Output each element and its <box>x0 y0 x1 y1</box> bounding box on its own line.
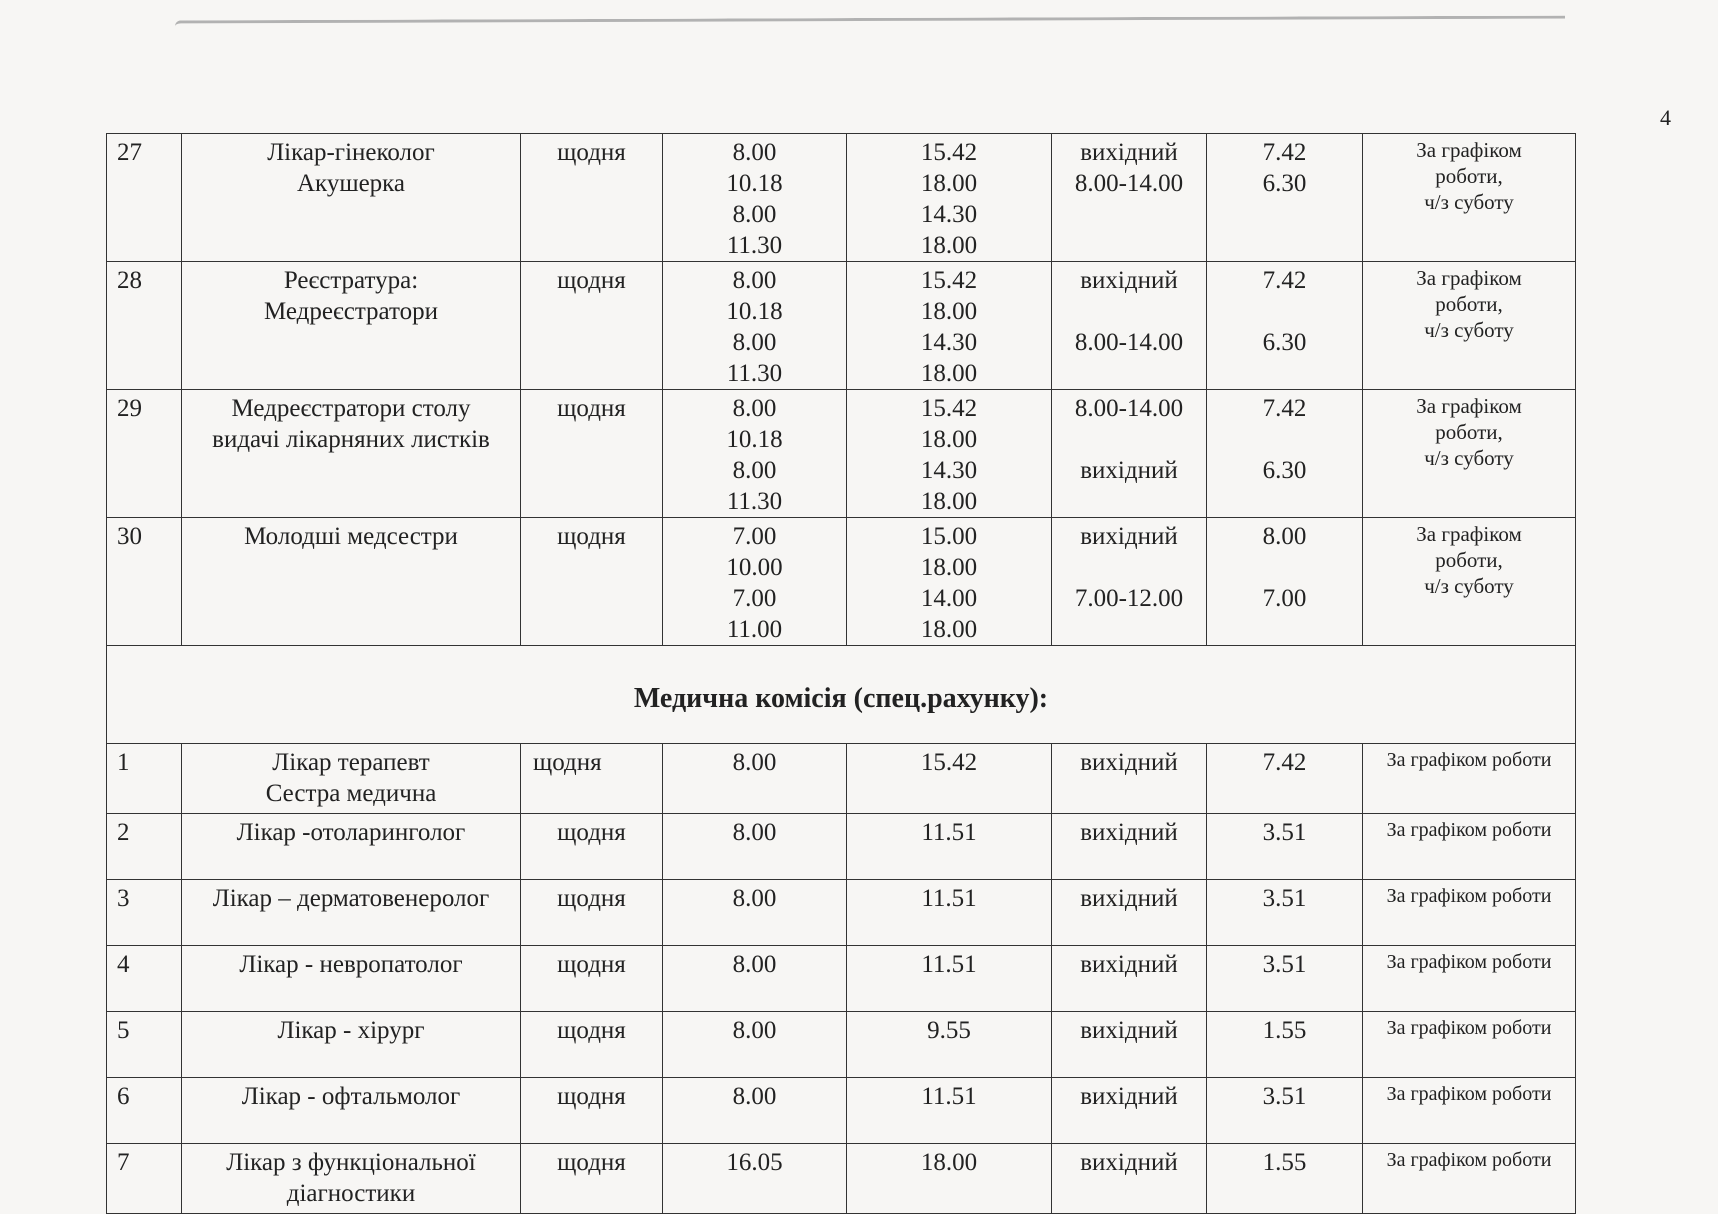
position-name-line <box>186 914 516 945</box>
position-name-line: діагностики <box>286 1180 416 1207</box>
page-number: 4 <box>1660 105 1671 130</box>
hours-line: 7.00 <box>1262 585 1307 612</box>
position-name-line: Медреєстратори <box>264 298 438 325</box>
start-time-line: 8.00 <box>732 329 777 356</box>
frequency: щодня <box>521 262 663 390</box>
table-row <box>107 390 1576 518</box>
start-time-line: 11.30 <box>726 232 783 259</box>
end-time-line: 14.30 <box>920 329 978 356</box>
schedule-note-line: За графіком <box>1416 266 1522 290</box>
start-time: 16.05 <box>663 1144 847 1214</box>
frequency: щодня <box>521 518 663 646</box>
hours: 3.51 <box>1207 880 1363 946</box>
table-row <box>107 880 1576 946</box>
start-time-line: 7.00 <box>732 585 777 612</box>
position-name <box>182 880 521 946</box>
hours-line: 7.42 <box>1262 267 1307 294</box>
end-time-line: 14.30 <box>920 457 978 484</box>
hours: 3.51 <box>1207 814 1363 880</box>
schedule-note-line: За графіком <box>1416 522 1522 546</box>
row-number: 5 <box>107 1012 182 1078</box>
end-time: 11.51 <box>847 880 1052 946</box>
schedule-note-line: ч/з суботу <box>1424 574 1514 598</box>
schedule-note: За графіком роботи <box>1363 1144 1576 1214</box>
section-header-row <box>107 646 1576 744</box>
position-name-line: Лікар - невропатолог <box>239 951 463 978</box>
end-time-line: 18.00 <box>920 554 978 581</box>
position-name <box>182 1012 521 1078</box>
start-time-line: 11.30 <box>726 360 783 387</box>
hours: 3.51 <box>1207 1078 1363 1144</box>
position-name-line: видачі лікарняних листків <box>212 426 490 453</box>
position-name <box>182 262 521 390</box>
frequency: щодня <box>521 1012 663 1078</box>
end-time-line: 18.00 <box>920 360 978 387</box>
hours <box>1207 390 1363 518</box>
saturday-schedule-line: 8.00-14.00 <box>1074 170 1184 197</box>
start-time <box>663 134 847 262</box>
row-number: 30 <box>107 518 182 646</box>
schedule-note: За графіком роботи <box>1363 946 1576 1012</box>
position-name-line: Лікар - хірург <box>277 1017 425 1044</box>
saturday-schedule: вихідний <box>1052 744 1207 814</box>
saturday-schedule <box>1052 390 1207 518</box>
hours-line <box>1211 358 1358 389</box>
saturday-schedule-line: 7.00-12.00 <box>1074 585 1184 612</box>
saturday-schedule-line: вихідний <box>1080 267 1178 294</box>
hours-line <box>1211 296 1358 327</box>
schedule-note-line: За графіком <box>1416 394 1522 418</box>
end-time: 9.55 <box>847 1012 1052 1078</box>
table-row <box>107 1078 1576 1144</box>
position-name-line: Лікар-гінеколог <box>267 139 435 166</box>
frequency: щодня <box>521 1144 663 1214</box>
saturday-schedule <box>1052 134 1207 262</box>
row-number: 1 <box>107 744 182 814</box>
schedule-note-line: роботи, <box>1435 420 1503 444</box>
hours: 1.55 <box>1207 1144 1363 1214</box>
schedule-note <box>1363 390 1576 518</box>
saturday-schedule-line <box>1056 552 1202 583</box>
hours-line <box>1211 486 1358 517</box>
schedule-note: За графіком роботи <box>1363 744 1576 814</box>
frequency: щодня <box>521 744 663 814</box>
saturday-schedule <box>1052 518 1207 646</box>
end-time-line: 18.00 <box>920 488 978 515</box>
hours: 7.42 <box>1207 744 1363 814</box>
row-number: 4 <box>107 946 182 1012</box>
end-time: 11.51 <box>847 946 1052 1012</box>
position-name <box>182 1078 521 1144</box>
saturday-schedule-line: 8.00-14.00 <box>1074 329 1184 356</box>
hours-line <box>1211 614 1358 645</box>
start-time: 8.00 <box>663 880 847 946</box>
frequency: щодня <box>521 390 663 518</box>
start-time-line: 10.00 <box>726 554 783 581</box>
start-time-line: 7.00 <box>732 523 777 550</box>
saturday-schedule <box>1052 262 1207 390</box>
end-time-line: 15.42 <box>920 267 978 294</box>
schedule-note-line: роботи, <box>1435 164 1503 188</box>
end-time: 15.42 <box>847 744 1052 814</box>
frequency: щодня <box>521 814 663 880</box>
hours: 1.55 <box>1207 1012 1363 1078</box>
hours-line: 8.00 <box>1262 523 1307 550</box>
start-time: 8.00 <box>663 814 847 880</box>
saturday-schedule-line: вихідний <box>1080 457 1178 484</box>
start-time-line: 10.18 <box>726 426 783 453</box>
saturday-schedule: вихідний <box>1052 1144 1207 1214</box>
position-name-line: Реєстратура: <box>283 267 419 294</box>
position-name-line <box>186 1112 516 1143</box>
hours <box>1207 134 1363 262</box>
saturday-schedule-line: 8.00-14.00 <box>1074 395 1184 422</box>
start-time: 8.00 <box>663 744 847 814</box>
position-name-line: Сестра медична <box>265 780 437 807</box>
hours <box>1207 518 1363 646</box>
end-time: 11.51 <box>847 814 1052 880</box>
saturday-schedule-line <box>1056 614 1202 645</box>
hours-line: 6.30 <box>1262 329 1307 356</box>
frequency: щодня <box>521 880 663 946</box>
position-name-line: Лікар з функціональної <box>226 1149 476 1176</box>
schedule-note: За графіком роботи <box>1363 880 1576 946</box>
schedule-table <box>106 133 1576 1214</box>
position-name-line: Лікар -отоларинголог <box>236 819 466 846</box>
start-time: 8.00 <box>663 1078 847 1144</box>
saturday-schedule-line: вихідний <box>1080 139 1178 166</box>
schedule-note <box>1363 518 1576 646</box>
saturday-schedule: вихідний <box>1052 814 1207 880</box>
saturday-schedule-line <box>1056 486 1202 517</box>
hours: 3.51 <box>1207 946 1363 1012</box>
start-time-line: 8.00 <box>732 267 777 294</box>
schedule-note-line: ч/з суботу <box>1424 190 1514 214</box>
position-name <box>182 744 521 814</box>
end-time <box>847 390 1052 518</box>
row-number: 3 <box>107 880 182 946</box>
end-time-line: 14.30 <box>920 201 978 228</box>
position-name <box>182 134 521 262</box>
table-row <box>107 134 1576 262</box>
table-row <box>107 946 1576 1012</box>
position-name <box>182 946 521 1012</box>
saturday-schedule: вихідний <box>1052 1012 1207 1078</box>
schedule-note-line: За графіком <box>1416 138 1522 162</box>
row-number: 27 <box>107 134 182 262</box>
schedule-note: За графіком роботи <box>1363 1012 1576 1078</box>
start-time-line: 8.00 <box>732 201 777 228</box>
start-time: 8.00 <box>663 946 847 1012</box>
hours <box>1207 262 1363 390</box>
end-time: 18.00 <box>847 1144 1052 1214</box>
hours-line <box>1211 424 1358 455</box>
section-title: Медична комісія (спец.рахунку): <box>107 646 1576 744</box>
position-name-line: Лікар – дерматовенеролог <box>212 885 490 912</box>
hours-line <box>1211 199 1358 230</box>
end-time-line: 18.00 <box>920 426 978 453</box>
start-time <box>663 262 847 390</box>
saturday-schedule-line: вихідний <box>1080 523 1178 550</box>
saturday-schedule: вихідний <box>1052 880 1207 946</box>
schedule-note-line: роботи, <box>1435 292 1503 316</box>
position-name-line <box>186 1046 516 1077</box>
frequency: щодня <box>521 946 663 1012</box>
schedule-note <box>1363 262 1576 390</box>
end-time-line: 18.00 <box>920 232 978 259</box>
lower-section <box>107 744 1576 1214</box>
table-row <box>107 1012 1576 1078</box>
start-time: 8.00 <box>663 1012 847 1078</box>
start-time-line: 8.00 <box>732 395 777 422</box>
end-time-line: 18.00 <box>920 298 978 325</box>
saturday-schedule-line <box>1056 230 1202 261</box>
hours-line: 6.30 <box>1262 170 1307 197</box>
position-name-line: Молодші медсестри <box>244 523 458 550</box>
end-time-line: 14.00 <box>920 585 978 612</box>
row-number: 29 <box>107 390 182 518</box>
table-row <box>107 1144 1576 1214</box>
scan-edge-line <box>175 16 1565 34</box>
row-number: 28 <box>107 262 182 390</box>
end-time: 11.51 <box>847 1078 1052 1144</box>
schedule-note-line: ч/з суботу <box>1424 318 1514 342</box>
end-time-line: 15.42 <box>920 395 978 422</box>
end-time-line: 15.42 <box>920 139 978 166</box>
section-header-body <box>107 646 1576 744</box>
end-time <box>847 518 1052 646</box>
saturday-schedule-line <box>1056 358 1202 389</box>
saturday-schedule-line <box>1056 296 1202 327</box>
schedule-note <box>1363 134 1576 262</box>
hours-line <box>1211 230 1358 261</box>
end-time-line: 18.00 <box>920 616 978 643</box>
schedule-note-line: роботи, <box>1435 548 1503 572</box>
position-name-line: Лікар - офтальмолог <box>241 1083 461 1110</box>
start-time-line: 10.18 <box>726 170 783 197</box>
start-time-line: 8.00 <box>732 139 777 166</box>
end-time-line: 18.00 <box>920 170 978 197</box>
table-row <box>107 518 1576 646</box>
hours-line: 6.30 <box>1262 457 1307 484</box>
start-time-line: 11.00 <box>726 616 783 643</box>
position-name <box>182 390 521 518</box>
saturday-schedule: вихідний <box>1052 1078 1207 1144</box>
schedule-note: За графіком роботи <box>1363 1078 1576 1144</box>
frequency: щодня <box>521 1078 663 1144</box>
position-name-line <box>186 552 516 583</box>
schedule-note-line: ч/з суботу <box>1424 446 1514 470</box>
position-name-line: Медреєстратори столу <box>231 395 471 422</box>
start-time <box>663 390 847 518</box>
row-number: 7 <box>107 1144 182 1214</box>
position-name-line <box>186 848 516 879</box>
position-name <box>182 814 521 880</box>
row-number: 6 <box>107 1078 182 1144</box>
table-row <box>107 262 1576 390</box>
position-name <box>182 518 521 646</box>
upper-section <box>107 134 1576 646</box>
row-number: 2 <box>107 814 182 880</box>
hours-line: 7.42 <box>1262 395 1307 422</box>
start-time-line: 11.30 <box>726 488 783 515</box>
saturday-schedule: вихідний <box>1052 946 1207 1012</box>
start-time-line: 10.18 <box>726 298 783 325</box>
saturday-schedule-line <box>1056 424 1202 455</box>
position-name-line <box>186 980 516 1011</box>
position-name-line: Лікар терапевт <box>272 749 430 776</box>
end-time <box>847 134 1052 262</box>
hours-line: 7.42 <box>1262 139 1307 166</box>
table-row <box>107 814 1576 880</box>
table-row <box>107 744 1576 814</box>
schedule-note: За графіком роботи <box>1363 814 1576 880</box>
saturday-schedule-line <box>1056 199 1202 230</box>
frequency: щодня <box>521 134 663 262</box>
position-name <box>182 1144 521 1214</box>
start-time-line: 8.00 <box>732 457 777 484</box>
end-time-line: 15.00 <box>920 523 978 550</box>
hours-line <box>1211 552 1358 583</box>
position-name-line: Акушерка <box>296 170 406 197</box>
end-time <box>847 262 1052 390</box>
start-time <box>663 518 847 646</box>
